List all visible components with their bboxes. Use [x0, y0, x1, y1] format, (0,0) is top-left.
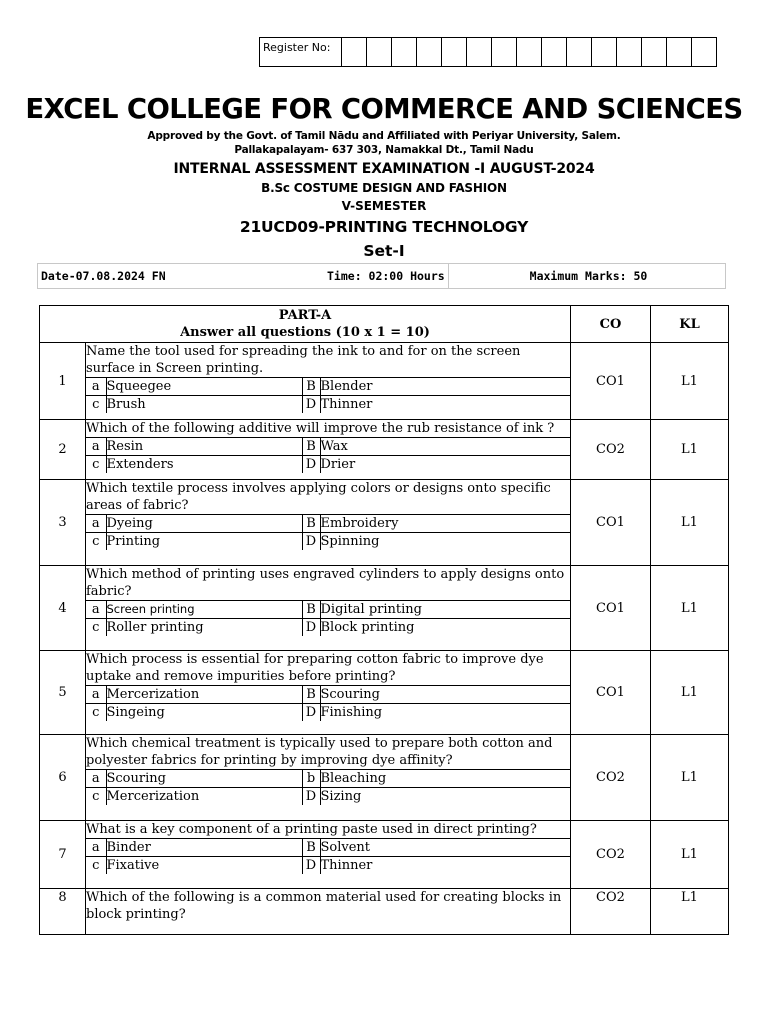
- option-letter: a: [86, 378, 106, 396]
- co-header: CO: [571, 306, 651, 343]
- option-text: Squeegee: [106, 378, 302, 396]
- option-text: Thinner: [320, 396, 570, 414]
- part-title: PART-A: [278, 308, 332, 323]
- knowledge-level: L1: [651, 889, 729, 935]
- option-row: [86, 686, 570, 704]
- option-letter: D: [302, 704, 320, 722]
- question-text: What is a key component of a printing paste used in direct printing?: [86, 821, 570, 839]
- option-letter: D: [302, 788, 320, 806]
- register-digit-cell[interactable]: [492, 38, 517, 67]
- option-letter: a: [86, 438, 106, 456]
- question-number: 2: [40, 420, 86, 480]
- register-digit-cell[interactable]: [517, 38, 542, 67]
- question-row: [40, 735, 729, 821]
- table-header-row: [40, 306, 729, 343]
- question-cell: [86, 480, 571, 566]
- option-row: [86, 704, 570, 722]
- question-text: Which process is essential for preparing cotton fabric to improve dye uptake and remove impurities before printing?: [86, 651, 570, 686]
- knowledge-level: L1: [651, 821, 729, 889]
- question-number: 1: [40, 343, 86, 420]
- option-row: [86, 396, 570, 414]
- question-row: [40, 343, 729, 420]
- option-text: Wax: [320, 438, 570, 456]
- question-row: [40, 480, 729, 566]
- course-name: B.Sc COSTUME DESIGN AND FASHION: [261, 181, 507, 195]
- knowledge-level: L1: [651, 420, 729, 480]
- option-letter: a: [86, 770, 106, 788]
- option-letter: B: [302, 686, 320, 704]
- question-row: [40, 420, 729, 480]
- question-number: 4: [40, 566, 86, 651]
- option-text: Extenders: [106, 456, 302, 474]
- kl-header: KL: [651, 306, 729, 343]
- option-letter: B: [302, 378, 320, 396]
- option-text: Embroidery: [320, 515, 570, 533]
- question-table: [39, 305, 729, 935]
- option-text: Drier: [320, 456, 570, 474]
- option-text: Spinning: [320, 533, 570, 551]
- question-cell: [86, 651, 571, 735]
- option-letter: D: [302, 857, 320, 875]
- option-text: Roller printing: [106, 619, 302, 637]
- option-text: Blender: [320, 378, 570, 396]
- question-row: [40, 889, 729, 935]
- register-digit-cell[interactable]: [567, 38, 592, 67]
- option-text: Scouring: [106, 770, 302, 788]
- question-cell: [86, 735, 571, 821]
- option-letter: B: [302, 515, 320, 533]
- register-digit-cell[interactable]: [367, 38, 392, 67]
- maximum-marks: Maximum Marks: 50: [448, 264, 728, 288]
- exam-info-bar: [37, 263, 726, 289]
- option-text: Solvent: [320, 839, 570, 857]
- part-heading: [40, 306, 571, 343]
- question-number: 3: [40, 480, 86, 566]
- option-letter: B: [302, 839, 320, 857]
- option-letter: D: [302, 533, 320, 551]
- register-digit-cell[interactable]: [642, 38, 667, 67]
- option-letter: B: [302, 438, 320, 456]
- approval-line: Approved by the Govt. of Tamil Nādu and Affiliated with Periyar University, Salem.: [147, 130, 621, 142]
- option-letter: B: [302, 601, 320, 619]
- question-text: Name the tool used for spreading the ink to and for on the screen surface in Screen printing.: [86, 343, 570, 378]
- question-cell: [86, 566, 571, 651]
- question-cell: [86, 420, 571, 480]
- part-instruction: Answer all questions (10 x 1 = 10): [180, 325, 430, 340]
- register-digit-cell[interactable]: [542, 38, 567, 67]
- course-outcome: CO1: [571, 566, 651, 651]
- option-text: Bleaching: [320, 770, 570, 788]
- question-number: 5: [40, 651, 86, 735]
- option-row: [86, 438, 570, 456]
- option-letter: c: [86, 456, 106, 474]
- register-number-box: [259, 37, 717, 67]
- question-text: Which of the following additive will improve the rub resistance of ink ?: [86, 420, 570, 438]
- course-outcome: CO1: [571, 480, 651, 566]
- course-outcome: CO2: [571, 889, 651, 935]
- question-row: [40, 651, 729, 735]
- option-row: [86, 456, 570, 474]
- question-row: [40, 566, 729, 651]
- register-number-label: Register No:: [260, 38, 342, 67]
- option-row: [86, 515, 570, 533]
- option-text: Scouring: [320, 686, 570, 704]
- option-text: Printing: [106, 533, 302, 551]
- register-digit-cell[interactable]: [392, 38, 417, 67]
- option-row: [86, 601, 570, 619]
- college-name: EXCEL COLLEGE FOR COMMERCE AND SCIENCES: [25, 93, 743, 125]
- exam-duration: Time: 02:00 Hours: [327, 269, 445, 283]
- course-outcome: CO2: [571, 735, 651, 821]
- course-outcome: CO2: [571, 420, 651, 480]
- option-text: Fixative: [106, 857, 302, 875]
- option-letter: c: [86, 396, 106, 414]
- option-text: Binder: [106, 839, 302, 857]
- semester: V-SEMESTER: [341, 199, 427, 213]
- option-text: Brush: [106, 396, 302, 414]
- option-letter: c: [86, 857, 106, 875]
- register-digit-cell[interactable]: [442, 38, 467, 67]
- option-row: [86, 788, 570, 806]
- address-line: Pallakapalayam- 637 303, Namakkal Dt., Tamil Nadu: [234, 144, 534, 156]
- option-letter: c: [86, 788, 106, 806]
- option-row: [86, 533, 570, 551]
- option-text: Finishing: [320, 704, 570, 722]
- knowledge-level: L1: [651, 735, 729, 821]
- option-row: [86, 839, 570, 857]
- option-letter: D: [302, 619, 320, 637]
- question-number: 8: [40, 889, 86, 935]
- option-text: Screen printing: [106, 601, 302, 619]
- register-digit-cell[interactable]: [592, 38, 617, 67]
- option-row: [86, 619, 570, 637]
- option-letter: D: [302, 396, 320, 414]
- option-letter: a: [86, 686, 106, 704]
- option-text: Mercerization: [106, 788, 302, 806]
- option-text: Thinner: [320, 857, 570, 875]
- option-text: Block printing: [320, 619, 570, 637]
- question-number: 7: [40, 821, 86, 889]
- option-letter: D: [302, 456, 320, 474]
- question-text: Which chemical treatment is typically used to prepare both cotton and polyester fabrics for printing by improving dye affinity?: [86, 735, 570, 770]
- option-text: Digital printing: [320, 601, 570, 619]
- option-letter: b: [302, 770, 320, 788]
- register-digit-cell[interactable]: [342, 38, 367, 67]
- option-row: [86, 857, 570, 875]
- register-digit-cell[interactable]: [667, 38, 692, 67]
- register-digit-cell[interactable]: [467, 38, 492, 67]
- course-outcome: CO1: [571, 651, 651, 735]
- option-letter: a: [86, 601, 106, 619]
- question-text: Which method of printing uses engraved cylinders to apply designs onto fabric?: [86, 566, 570, 601]
- option-text: Resin: [106, 438, 302, 456]
- option-text: Mercerization: [106, 686, 302, 704]
- option-text: Dyeing: [106, 515, 302, 533]
- exam-title: INTERNAL ASSESSMENT EXAMINATION -I AUGUST-2024: [173, 161, 595, 177]
- option-letter: a: [86, 515, 106, 533]
- subject-title: 21UCD09-PRINTING TECHNOLOGY: [239, 218, 529, 236]
- course-outcome: CO2: [571, 821, 651, 889]
- register-digit-cell[interactable]: [692, 38, 717, 67]
- exam-date: Date-07.08.2024 FN: [41, 269, 166, 283]
- option-letter: c: [86, 704, 106, 722]
- question-text: Which of the following is a common material used for creating blocks in block printing?: [86, 890, 562, 922]
- option-row: [86, 770, 570, 788]
- knowledge-level: L1: [651, 480, 729, 566]
- question-number: 6: [40, 735, 86, 821]
- question-cell: [86, 889, 571, 935]
- register-digit-cell[interactable]: [617, 38, 642, 67]
- option-letter: c: [86, 533, 106, 551]
- question-row: [40, 821, 729, 889]
- knowledge-level: L1: [651, 343, 729, 420]
- knowledge-level: L1: [651, 566, 729, 651]
- option-text: Singeing: [106, 704, 302, 722]
- question-cell: [86, 343, 571, 420]
- option-text: Sizing: [320, 788, 570, 806]
- question-cell: [86, 821, 571, 889]
- set-label: Set-I: [363, 242, 405, 260]
- course-outcome: CO1: [571, 343, 651, 420]
- option-letter: a: [86, 839, 106, 857]
- option-row: [86, 378, 570, 396]
- register-digit-cell[interactable]: [417, 38, 442, 67]
- knowledge-level: L1: [651, 651, 729, 735]
- option-letter: c: [86, 619, 106, 637]
- question-text: Which textile process involves applying colors or designs onto specific areas of fabric?: [86, 480, 570, 515]
